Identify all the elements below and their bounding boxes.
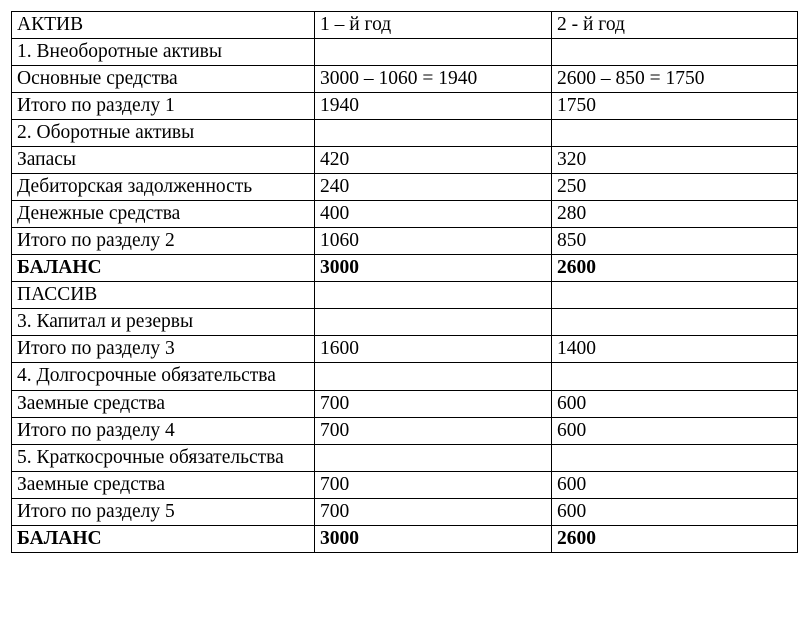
- row-year-2: 850: [552, 228, 798, 255]
- header-aktiv: АКТИВ: [12, 12, 315, 39]
- row-year-2: 2600 – 850 = 1750: [552, 66, 798, 93]
- row-label: 3. Капитал и резервы: [12, 309, 315, 336]
- row-label: Итого по разделу 3: [12, 336, 315, 363]
- row-year-2: 1750: [552, 93, 798, 120]
- table-row: [12, 336, 798, 363]
- row-year-1: 700: [315, 417, 552, 444]
- row-label: Итого по разделу 4: [12, 417, 315, 444]
- row-label: Запасы: [12, 147, 315, 174]
- row-year-2: [552, 309, 798, 336]
- balance-sheet: [11, 11, 798, 553]
- row-year-2: 600: [552, 390, 798, 417]
- row-year-2: 1400: [552, 336, 798, 363]
- header-year-1: 1 – й год: [315, 12, 552, 39]
- row-year-1: 700: [315, 390, 552, 417]
- row-year-1: 3000: [315, 526, 552, 553]
- row-year-1: [315, 444, 552, 472]
- row-label: 2. Оборотные активы: [12, 120, 315, 147]
- row-year-1: 400: [315, 201, 552, 228]
- row-year-2: [552, 363, 798, 391]
- row-label: БАЛАНС: [12, 255, 315, 282]
- row-year-1: [315, 309, 552, 336]
- row-label: Итого по разделу 2: [12, 228, 315, 255]
- table-row: [12, 390, 798, 417]
- row-year-2: [552, 39, 798, 66]
- table-row: [12, 228, 798, 255]
- row-label: ПАССИВ: [12, 282, 315, 309]
- row-label: 5. Краткосрочные обязательства: [12, 444, 315, 472]
- table-row: [12, 499, 798, 526]
- row-year-2: 600: [552, 417, 798, 444]
- table-row: [12, 174, 798, 201]
- row-year-1: 420: [315, 147, 552, 174]
- row-year-1: 3000: [315, 255, 552, 282]
- row-year-1: 3000 – 1060 = 1940: [315, 66, 552, 93]
- row-year-1: 1600: [315, 336, 552, 363]
- table-row: [12, 472, 798, 499]
- row-label: БАЛАНС: [12, 526, 315, 553]
- table-row: [12, 39, 798, 66]
- row-year-2: 2600: [552, 526, 798, 553]
- table-row: [12, 417, 798, 444]
- row-year-2: 320: [552, 147, 798, 174]
- row-year-1: 700: [315, 472, 552, 499]
- row-year-2: 600: [552, 472, 798, 499]
- balance-table: [11, 11, 798, 553]
- row-year-1: [315, 39, 552, 66]
- row-label: Заемные средства: [12, 472, 315, 499]
- table-row: [12, 66, 798, 93]
- row-year-2: 280: [552, 201, 798, 228]
- row-year-1: [315, 363, 552, 391]
- row-year-1: [315, 120, 552, 147]
- row-year-2: [552, 282, 798, 309]
- table-row: [12, 309, 798, 336]
- row-year-1: [315, 282, 552, 309]
- row-year-2: 2600: [552, 255, 798, 282]
- row-year-1: 1940: [315, 93, 552, 120]
- table-row: [12, 363, 798, 391]
- row-year-1: 240: [315, 174, 552, 201]
- table-row: [12, 444, 798, 472]
- row-year-2: 600: [552, 499, 798, 526]
- row-label: Дебиторская задолженность: [12, 174, 315, 201]
- balance-total-row: [12, 255, 798, 282]
- table-row: [12, 147, 798, 174]
- table-row: [12, 93, 798, 120]
- table-header-row: [12, 12, 798, 39]
- balance-total-row: [12, 526, 798, 553]
- table-row: [12, 201, 798, 228]
- header-year-2: 2 - й год: [552, 12, 798, 39]
- row-label: Основные средства: [12, 66, 315, 93]
- row-year-2: [552, 120, 798, 147]
- table-row: [12, 120, 798, 147]
- row-year-2: 250: [552, 174, 798, 201]
- row-label: Итого по разделу 5: [12, 499, 315, 526]
- row-year-1: 1060: [315, 228, 552, 255]
- row-label: 4. Долгосрочные обязательства: [12, 363, 315, 391]
- row-year-1: 700: [315, 499, 552, 526]
- row-label: Заемные средства: [12, 390, 315, 417]
- row-label: Итого по разделу 1: [12, 93, 315, 120]
- table-row: [12, 282, 798, 309]
- row-label: Денежные средства: [12, 201, 315, 228]
- row-year-2: [552, 444, 798, 472]
- row-label: 1. Внеоборотные активы: [12, 39, 315, 66]
